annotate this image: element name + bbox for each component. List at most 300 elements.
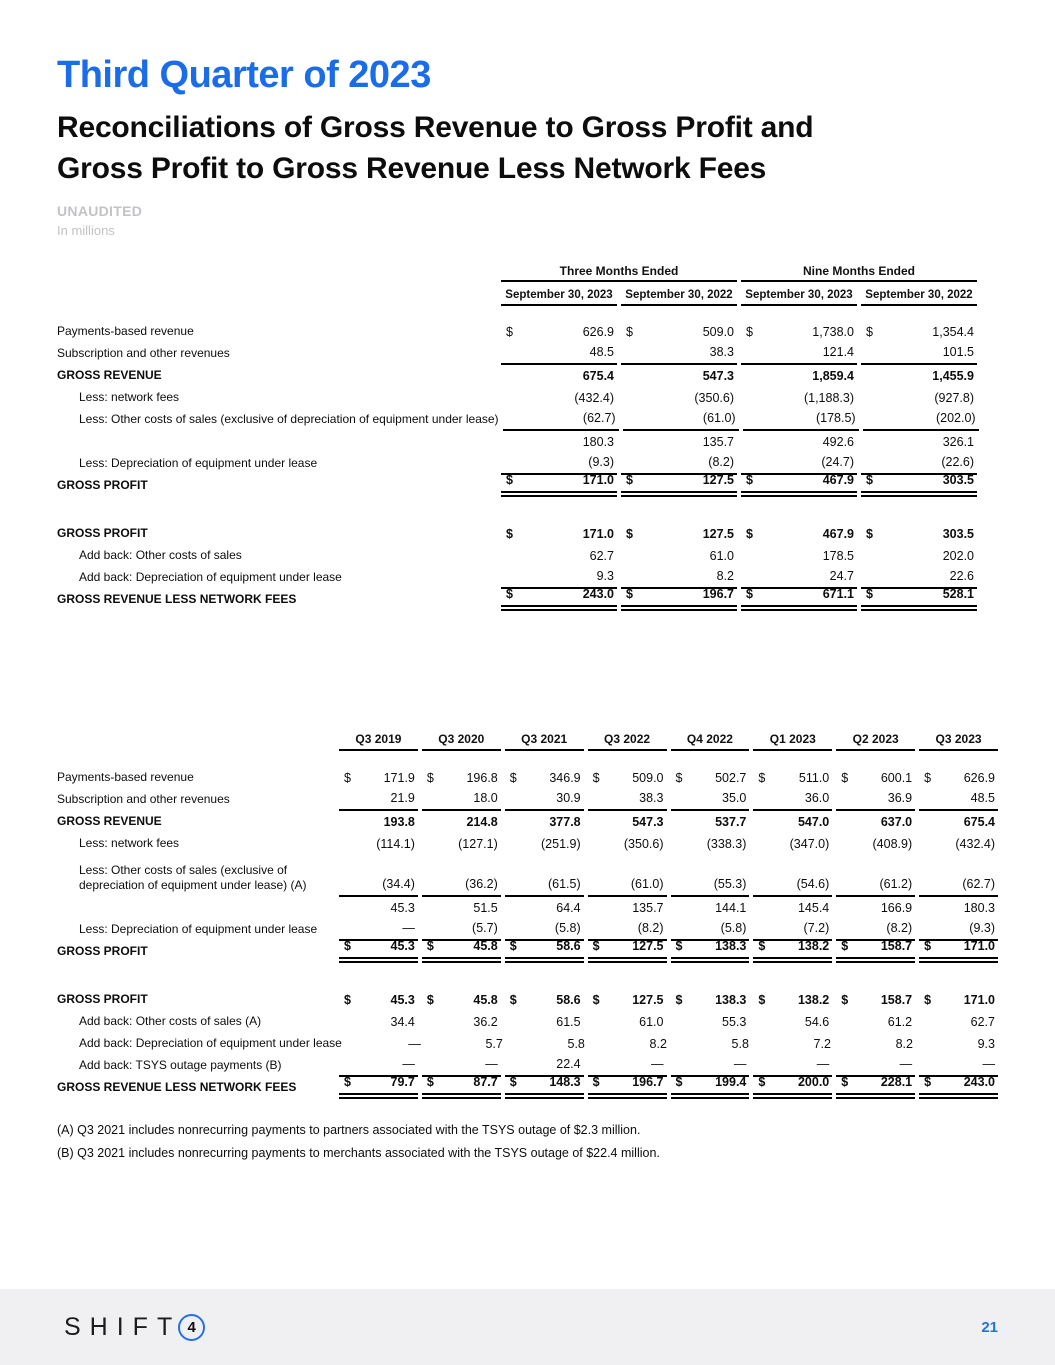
value: 1,354.4 bbox=[932, 324, 974, 339]
value-cell bbox=[422, 921, 501, 941]
dollar-sign: $ bbox=[866, 472, 873, 487]
footnote-b: (B) Q3 2021 includes nonrecurring payments to merchants associated with the TSYS outage of $22.4 million. bbox=[57, 1145, 660, 1160]
value: 196.8 bbox=[466, 770, 498, 785]
value-cell bbox=[339, 877, 418, 897]
dollar-sign: $ bbox=[866, 586, 873, 601]
dollar-sign: $ bbox=[509, 1074, 517, 1089]
dollar-sign: $ bbox=[592, 1074, 600, 1089]
value: 127.5 bbox=[702, 472, 734, 487]
value-cell bbox=[503, 411, 619, 431]
value: 55.3 bbox=[722, 1014, 747, 1029]
shift4-logo bbox=[64, 1313, 205, 1342]
value-cell bbox=[346, 1037, 424, 1055]
dollar-sign: $ bbox=[626, 586, 633, 601]
value: 144.1 bbox=[715, 900, 747, 915]
value-cell bbox=[671, 1075, 750, 1099]
page-footer bbox=[0, 1289, 1055, 1365]
value-cell bbox=[422, 1015, 501, 1033]
value-cell bbox=[753, 791, 832, 811]
dollar-sign: $ bbox=[841, 938, 849, 953]
value-cell bbox=[671, 877, 750, 897]
value: 626.9 bbox=[582, 324, 614, 339]
value-cell bbox=[623, 411, 739, 431]
value-cell bbox=[588, 993, 667, 1011]
value: 202.0 bbox=[942, 548, 974, 563]
row-label: Add back: Depreciation of equipment under lease bbox=[79, 569, 342, 584]
value: 38.3 bbox=[639, 790, 664, 805]
row-label: Subscription and other revenues bbox=[57, 791, 230, 806]
value: (54.6) bbox=[796, 876, 830, 891]
value-cell bbox=[861, 325, 977, 343]
value-cell bbox=[505, 939, 584, 963]
value-cell bbox=[621, 569, 737, 589]
value: 7.2 bbox=[813, 1036, 831, 1051]
dollar-sign: $ bbox=[841, 1074, 849, 1089]
dollar-sign: $ bbox=[592, 938, 600, 953]
value-cell bbox=[836, 901, 915, 919]
value: 511.0 bbox=[798, 770, 830, 785]
units-label: In millions bbox=[57, 222, 115, 238]
value-cell bbox=[741, 455, 857, 475]
dollar-sign: $ bbox=[509, 938, 517, 953]
value: 127.5 bbox=[632, 992, 664, 1007]
value: 135.7 bbox=[702, 434, 734, 449]
value: (9.3) bbox=[588, 454, 614, 469]
value: 5.8 bbox=[567, 1036, 585, 1051]
value: 1,455.9 bbox=[932, 368, 974, 383]
value-cell bbox=[919, 791, 998, 811]
value-cell bbox=[753, 1057, 832, 1077]
value: 21.9 bbox=[390, 790, 415, 805]
value: 18.0 bbox=[473, 790, 498, 805]
value: 45.3 bbox=[390, 938, 415, 953]
value-cell bbox=[621, 455, 737, 475]
row-label: Add back: Other costs of sales (A) bbox=[79, 1013, 262, 1028]
value: 45.3 bbox=[390, 900, 415, 915]
value-cell bbox=[422, 791, 501, 811]
value-cell bbox=[919, 993, 998, 1011]
value: 243.0 bbox=[582, 586, 614, 601]
column-header-row bbox=[57, 282, 998, 306]
value: 1,738.0 bbox=[812, 324, 854, 339]
value: 35.0 bbox=[722, 790, 747, 805]
column-header-sep-30-2022: September 30, 2022 bbox=[861, 289, 977, 306]
table-row bbox=[57, 1074, 998, 1099]
value: 30.9 bbox=[556, 790, 581, 805]
dollar-sign: $ bbox=[866, 324, 873, 339]
value: 178.5 bbox=[822, 548, 854, 563]
column-header-row bbox=[57, 727, 998, 751]
value: — bbox=[816, 1056, 830, 1071]
value-cell bbox=[674, 1037, 752, 1055]
value-cell bbox=[339, 921, 418, 941]
value: 87.7 bbox=[473, 1074, 498, 1089]
value-cell bbox=[919, 771, 998, 789]
value: 58.6 bbox=[556, 938, 581, 953]
dollar-sign: $ bbox=[866, 526, 873, 541]
value: 1,859.4 bbox=[812, 368, 854, 383]
value: (432.4) bbox=[955, 836, 995, 851]
value: 36.9 bbox=[887, 790, 913, 805]
value: 54.6 bbox=[804, 1014, 830, 1029]
value-cell bbox=[861, 569, 977, 589]
value: (5.8) bbox=[720, 920, 747, 935]
value-cell bbox=[861, 391, 977, 409]
value-cell bbox=[861, 369, 977, 387]
page-title: Third Quarter of 2023 bbox=[57, 54, 431, 96]
unaudited-label: UNAUDITED bbox=[57, 202, 143, 219]
column-header-q4-2022: Q4 2022 bbox=[671, 732, 750, 751]
value-cell bbox=[588, 791, 667, 811]
row-label: Payments-based revenue bbox=[57, 323, 194, 338]
dollar-sign: $ bbox=[675, 938, 683, 953]
value-cell bbox=[339, 939, 418, 963]
value-cell bbox=[422, 939, 501, 963]
value: 547.3 bbox=[632, 814, 664, 829]
value-cell bbox=[505, 837, 584, 855]
value: 138.2 bbox=[797, 938, 830, 953]
value-cell bbox=[920, 1037, 998, 1055]
value: — bbox=[899, 1056, 913, 1071]
value: (61.5) bbox=[547, 876, 581, 891]
value-cell bbox=[501, 473, 617, 497]
value: 138.3 bbox=[715, 938, 747, 953]
value: 22.6 bbox=[949, 568, 974, 583]
row-label: Less: network fees bbox=[79, 389, 180, 404]
dollar-sign: $ bbox=[758, 992, 766, 1007]
value-cell bbox=[588, 921, 667, 941]
row-label: Less: network fees bbox=[79, 835, 180, 850]
value: (34.4) bbox=[382, 876, 415, 891]
value: (178.5) bbox=[815, 410, 856, 425]
value: 24.7 bbox=[829, 568, 854, 583]
value-cell bbox=[339, 815, 418, 833]
row-label: GROSS REVENUE LESS NETWORK FEES bbox=[57, 591, 297, 606]
value: 61.0 bbox=[709, 548, 734, 563]
column-header-sep-30-2023: September 30, 2023 bbox=[501, 289, 617, 306]
value: (24.7) bbox=[821, 454, 854, 469]
value: (8.2) bbox=[637, 920, 664, 935]
value: 196.7 bbox=[632, 1074, 664, 1089]
column-header-q3-2023: Q3 2023 bbox=[919, 732, 998, 751]
value-cell bbox=[339, 901, 418, 919]
column-header-q2-2023: Q2 2023 bbox=[836, 732, 915, 751]
value: 467.9 bbox=[822, 526, 854, 541]
quarterly-table bbox=[57, 727, 998, 1099]
value-cell bbox=[505, 901, 584, 919]
value-cell bbox=[836, 939, 915, 963]
column-header-q3-2019: Q3 2019 bbox=[339, 732, 418, 751]
table-row bbox=[57, 567, 998, 589]
value: 537.7 bbox=[715, 814, 747, 829]
dollar-sign: $ bbox=[509, 770, 517, 785]
value-cell bbox=[621, 325, 737, 343]
dollar-sign: $ bbox=[841, 992, 849, 1007]
value: 528.1 bbox=[942, 586, 974, 601]
brand-digit: 4 bbox=[187, 1318, 196, 1336]
value-cell bbox=[339, 1057, 418, 1077]
value-cell bbox=[671, 901, 750, 919]
value-cell bbox=[836, 837, 915, 855]
row-label: Add back: Depreciation of equipment under lease bbox=[79, 1035, 342, 1050]
value: (1,188.3) bbox=[803, 390, 854, 405]
value-cell bbox=[621, 345, 737, 365]
value: 61.2 bbox=[887, 1014, 913, 1029]
table-row bbox=[57, 1055, 998, 1077]
row-label: GROSS PROFIT bbox=[57, 943, 148, 958]
value-cell bbox=[753, 837, 832, 855]
value-cell bbox=[919, 939, 998, 963]
value-cell bbox=[422, 837, 501, 855]
value: 200.0 bbox=[797, 1074, 830, 1089]
value-cell bbox=[743, 411, 859, 431]
dollar-sign: $ bbox=[344, 770, 351, 785]
value: (251.9) bbox=[541, 836, 581, 851]
value-cell bbox=[861, 455, 977, 475]
value-cell bbox=[919, 921, 998, 941]
value: (5.8) bbox=[554, 920, 581, 935]
dollar-sign: $ bbox=[344, 1074, 351, 1089]
value: 243.0 bbox=[963, 1074, 995, 1089]
value: 675.4 bbox=[582, 368, 614, 383]
table-row bbox=[57, 811, 998, 833]
table-row bbox=[57, 409, 998, 431]
value: 45.8 bbox=[473, 938, 498, 953]
value-cell bbox=[861, 473, 977, 497]
value-cell bbox=[422, 771, 501, 789]
value-cell bbox=[422, 901, 501, 919]
value-cell bbox=[501, 587, 617, 611]
row-label: GROSS PROFIT bbox=[57, 991, 148, 1006]
dollar-sign: $ bbox=[426, 770, 434, 785]
value-cell bbox=[753, 877, 832, 897]
dollar-sign: $ bbox=[746, 324, 753, 339]
dollar-sign: $ bbox=[344, 992, 351, 1007]
table-row bbox=[57, 321, 998, 343]
value-cell bbox=[422, 993, 501, 1011]
row-label: GROSS REVENUE bbox=[57, 813, 162, 828]
value-cell bbox=[501, 569, 617, 589]
column-header-q1-2023: Q1 2023 bbox=[753, 732, 832, 751]
value: 5.8 bbox=[731, 1036, 749, 1051]
value-cell bbox=[422, 815, 501, 833]
value: 171.0 bbox=[582, 472, 614, 487]
value: 45.8 bbox=[473, 992, 498, 1007]
value: 135.7 bbox=[632, 900, 664, 915]
row-label: Add back: Other costs of sales bbox=[79, 547, 242, 562]
value: 45.3 bbox=[390, 992, 415, 1007]
footnotes bbox=[57, 1123, 998, 1160]
value-cell bbox=[339, 1075, 418, 1099]
value: 326.1 bbox=[942, 434, 974, 449]
value: 22.4 bbox=[556, 1056, 581, 1071]
value: 121.4 bbox=[822, 344, 854, 359]
value-cell bbox=[505, 877, 584, 897]
table-row bbox=[57, 989, 998, 1011]
dollar-sign: $ bbox=[506, 324, 513, 339]
value-cell bbox=[339, 993, 418, 1011]
table-row bbox=[57, 453, 998, 475]
value: 148.3 bbox=[549, 1074, 581, 1089]
value: 180.3 bbox=[963, 900, 995, 915]
value: 303.5 bbox=[942, 472, 974, 487]
value-cell bbox=[588, 815, 667, 833]
value-cell bbox=[501, 391, 617, 409]
value-cell bbox=[919, 1015, 998, 1033]
value-cell bbox=[339, 791, 418, 811]
row-label: GROSS REVENUE LESS NETWORK FEES bbox=[57, 1079, 297, 1094]
dollar-sign: $ bbox=[746, 472, 753, 487]
value-cell bbox=[753, 939, 832, 963]
value: 127.5 bbox=[632, 938, 664, 953]
table-body bbox=[57, 321, 998, 611]
value-cell bbox=[671, 837, 750, 855]
value-cell bbox=[836, 791, 915, 811]
value-cell bbox=[671, 993, 750, 1011]
row-label: Payments-based revenue bbox=[57, 769, 194, 784]
value-cell bbox=[919, 837, 998, 855]
value-cell bbox=[753, 815, 832, 833]
value: 101.5 bbox=[942, 344, 974, 359]
value: 228.1 bbox=[880, 1074, 913, 1089]
value-cell bbox=[501, 345, 617, 365]
value: 214.8 bbox=[466, 814, 498, 829]
value: (36.2) bbox=[465, 876, 498, 891]
value-cell bbox=[621, 473, 737, 497]
dollar-sign: $ bbox=[746, 526, 753, 541]
dollar-sign: $ bbox=[924, 992, 932, 1007]
value-cell bbox=[741, 473, 857, 497]
value: 138.3 bbox=[715, 992, 747, 1007]
value: — bbox=[402, 1056, 415, 1071]
value-cell bbox=[588, 901, 667, 919]
dollar-sign: $ bbox=[924, 938, 932, 953]
dollar-sign: $ bbox=[626, 324, 633, 339]
value: (338.3) bbox=[706, 836, 747, 851]
value-cell bbox=[671, 771, 750, 789]
value-cell bbox=[919, 877, 998, 897]
table-row bbox=[57, 365, 998, 387]
value-cell bbox=[861, 549, 977, 567]
subtitle-line-1: Reconciliations of Gross Revenue to Gross Profit and bbox=[57, 111, 814, 144]
value-cell bbox=[621, 527, 737, 545]
table-row bbox=[57, 343, 998, 365]
table-row bbox=[57, 1033, 998, 1055]
table-body bbox=[57, 767, 998, 1099]
value: (55.3) bbox=[713, 876, 747, 891]
value-cell bbox=[505, 1057, 584, 1077]
value: — bbox=[485, 1056, 498, 1071]
dollar-sign: $ bbox=[746, 586, 753, 601]
dollar-sign: $ bbox=[675, 992, 683, 1007]
table-row bbox=[57, 523, 998, 545]
dollar-sign: $ bbox=[506, 472, 513, 487]
group-header-nine-months: Nine Months Ended bbox=[741, 264, 977, 282]
value-cell bbox=[753, 921, 832, 941]
dollar-sign: $ bbox=[509, 992, 517, 1007]
value: 48.5 bbox=[970, 790, 995, 805]
value: 171.9 bbox=[383, 770, 415, 785]
row-label: Add back: TSYS outage payments (B) bbox=[79, 1057, 282, 1072]
value-cell bbox=[741, 325, 857, 343]
value-cell bbox=[592, 1037, 670, 1055]
value: (408.9) bbox=[872, 836, 913, 851]
value-cell bbox=[501, 435, 617, 453]
dollar-sign: $ bbox=[841, 770, 849, 785]
value-cell bbox=[501, 455, 617, 475]
value-cell bbox=[861, 587, 977, 611]
value-cell bbox=[505, 1075, 584, 1099]
value: 158.7 bbox=[880, 938, 913, 953]
value-cell bbox=[505, 1015, 584, 1033]
value-cell bbox=[671, 1057, 750, 1077]
value: — bbox=[651, 1056, 664, 1071]
subtitle-line-2: Gross Profit to Gross Revenue Less Network Fees bbox=[57, 152, 767, 186]
value-cell bbox=[753, 1075, 832, 1099]
value: (350.6) bbox=[694, 390, 734, 405]
value-cell bbox=[671, 815, 750, 833]
value-cell bbox=[753, 901, 832, 919]
value: 8.2 bbox=[895, 1036, 913, 1051]
dollar-sign: $ bbox=[506, 586, 513, 601]
value-cell bbox=[836, 993, 915, 1011]
value-cell bbox=[505, 791, 584, 811]
value: 64.4 bbox=[556, 900, 581, 915]
value: 79.7 bbox=[390, 1074, 415, 1089]
value-cell bbox=[741, 527, 857, 545]
value: (8.2) bbox=[708, 454, 734, 469]
value: 467.9 bbox=[822, 472, 854, 487]
value: 62.7 bbox=[589, 548, 614, 563]
value-cell bbox=[741, 435, 857, 453]
value: 36.2 bbox=[473, 1014, 498, 1029]
value: 547.3 bbox=[702, 368, 734, 383]
dollar-sign: $ bbox=[426, 1074, 434, 1089]
value: 34.4 bbox=[390, 1014, 415, 1029]
three-nine-months-table bbox=[57, 262, 998, 611]
value: 196.7 bbox=[702, 586, 734, 601]
dollar-sign: $ bbox=[924, 1074, 932, 1089]
value: (5.7) bbox=[472, 920, 498, 935]
table-row bbox=[57, 855, 998, 897]
value: 171.0 bbox=[963, 938, 995, 953]
value-cell bbox=[501, 527, 617, 545]
value: 61.5 bbox=[556, 1014, 581, 1029]
spacer-row bbox=[57, 497, 998, 523]
value: 509.0 bbox=[702, 324, 734, 339]
value-cell bbox=[588, 1057, 667, 1077]
value-cell bbox=[501, 369, 617, 387]
value-cell bbox=[741, 345, 857, 365]
brand-circle-icon bbox=[178, 1314, 205, 1341]
value-cell bbox=[588, 837, 667, 855]
value: 166.9 bbox=[880, 900, 913, 915]
value: 492.6 bbox=[822, 434, 854, 449]
value-cell bbox=[621, 369, 737, 387]
value-cell bbox=[671, 921, 750, 941]
value-cell bbox=[501, 549, 617, 567]
value-cell bbox=[505, 921, 584, 941]
value: (7.2) bbox=[803, 920, 830, 935]
value: 637.0 bbox=[880, 814, 913, 829]
table-row bbox=[57, 586, 998, 611]
row-label: Less: Other costs of sales (exclusive of depreciation of equipment under lease) (A) bbox=[79, 862, 307, 892]
value-cell bbox=[836, 921, 915, 941]
value: (114.1) bbox=[376, 836, 415, 851]
row-label: Less: Depreciation of equipment under lease bbox=[79, 921, 318, 936]
value: 171.0 bbox=[963, 992, 995, 1007]
value-cell bbox=[741, 549, 857, 567]
